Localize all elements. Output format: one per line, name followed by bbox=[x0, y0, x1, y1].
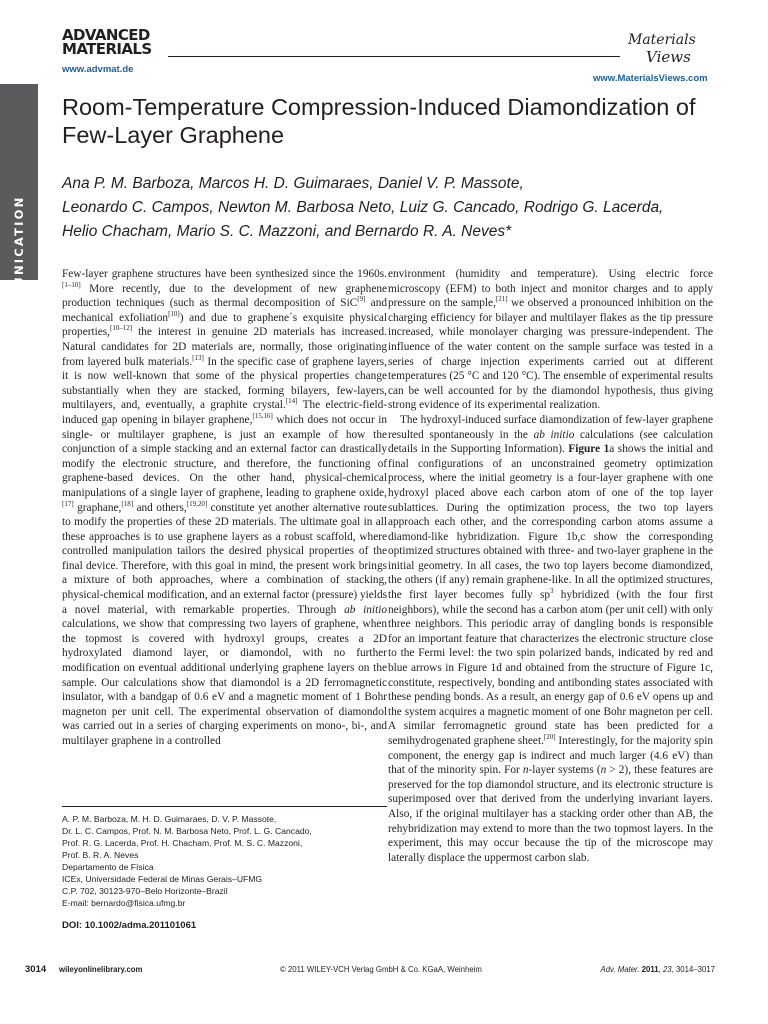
body-paragraph: environment (humidity and temperature). Using electric force microscopy (EFM) to both inject and monitor charges and to apply pressure on the sample,[21] we observed a pronounced inhibition on the charging efficiency for bilayer and multilayer flakes as the tip pressure increased, while monolayer charging was pressure-independent. The influence of the water content on the sample surface was tested in a series of charge injection experiments carried out at different temperatures (25 °C and 120 °C). The ensemble of experimental results can be well accounted for by the diamondol hypothesis, thus giving strong evidence of its experimental realization. bbox=[388, 268, 713, 412]
page-footer bbox=[25, 964, 715, 980]
footnote-rule bbox=[62, 806, 387, 807]
mv-logo-line1: Materials bbox=[628, 32, 696, 48]
journal-logo bbox=[62, 28, 182, 56]
author-list bbox=[62, 172, 722, 244]
logo-line-advanced: ADVANCED bbox=[62, 26, 150, 44]
logo-line-materials: MATERIALS bbox=[62, 40, 152, 58]
materialsviews-url[interactable]: www.MaterialsViews.com bbox=[593, 73, 708, 84]
body-column-left bbox=[62, 267, 387, 749]
affiliation-line: ICEx, Universidade Federal de Minas Gerais–UFMG bbox=[62, 874, 263, 884]
journal-url[interactable]: www.advmat.de bbox=[62, 64, 134, 75]
author-affiliations bbox=[62, 813, 387, 909]
article-title: Room-Temperature Compression-Induced Diamondization of Few-Layer Graphene bbox=[62, 94, 696, 148]
affiliation-line: A. P. M. Barboza, M. H. D. Guimaraes, D. V. P. Massote, bbox=[62, 814, 277, 824]
affiliation-line: Dr. L. C. Campos, Prof. N. M. Barbosa Neto, Prof. L. G. Cancado, bbox=[62, 826, 312, 836]
body-paragraph: Few-layer graphene structures have been synthesized since the 1960s.[1–10] More recently, due to the development of new graphene production techniques (such as thermal decomposition of SiC[9] and mechanical exfoliation[10]) and due to graphene´s exquisite physical properties,[10–12] the interest in genuine 2D materials has increased. Natural candidates for 2D materials are, normally, those originating from layered bulk materials.[13] In the specific case of graphene layers, it is now well-known that some of the physical properties change substantially when they are stacked, forming bilayers, few-layers, multilayers, and, eventually, a graphite crystal.[14] The electric-field-induced gap opening in bilayer graphene,[15,16] which does not occur in single- or multilayer graphene, is just an example of how the conjunction of a simple stacking and an external factor can drastically modify the electronic structure, and therefore, the functioning of graphene-based devices. On the other hand, physical-chemical manipulations of a single layer of graphene, leading to graphene oxide,[17] graphane,[18] and others,[19,20] constitute yet another alternative route to modify the properties of these 2D materials. The ultimate goal in all these approaches is to use graphene layers as a robust scaffold, where controlled manipulation tailors the desired physical properties of the final device. Therefore, with this goal in mind, the present work brings a mixture of both approaches, where a combination of stacking, physical-chemical modification, and an external factor (pressure) yields a novel material, with remarkable properties. Through ab initio calculations, we show that compressing two layers of graphene, when the topmost is covered with hydroxyl groups, creates a 2D hydroxylated diamond layer, or diamondol, with no further modification on eventual additional underlying graphene layers on the sample. Our calculations show that diamondol is a 2D ferromagnetic insulator, with a bandgap of 0.6 eV and a magnetic moment of 1 Bohr magneton per unit cell. The experimental observation of diamondol was carried out in a series of charging experiments on mono-, bi-, and multilayer graphene in a controlled bbox=[62, 268, 388, 747]
materials-views-logo bbox=[626, 28, 706, 68]
doi[interactable]: DOI: 10.1002/adma.201101061 bbox=[62, 920, 197, 931]
header-rule bbox=[168, 56, 620, 57]
copyright: © 2011 WILEY-VCH Verlag GmbH & Co. KGaA, Weinheim bbox=[280, 965, 482, 974]
body-column-right bbox=[388, 267, 713, 865]
mv-logo-line2: Views bbox=[646, 48, 691, 66]
wiley-url[interactable]: wileyonlinelibrary.com bbox=[59, 965, 143, 974]
page-number: 3014 bbox=[25, 964, 47, 975]
author-line: Helio Chacham, Mario S. C. Mazzoni, and Bernardo R. A. Neves* bbox=[62, 223, 512, 240]
journal-reference: Adv. Mater. 2011, 23, 3014–3017 bbox=[600, 965, 715, 974]
affiliation-line: C.P. 702, 30123-970–Belo Horizonte–Brazil bbox=[62, 886, 228, 896]
author-line: Leonardo C. Campos, Newton M. Barbosa Neto, Luiz G. Cancado, Rodrigo G. Lacerda, bbox=[62, 199, 664, 216]
author-line: Ana P. M. Barboza, Marcos H. D. Guimaraes, Daniel V. P. Massote, bbox=[62, 175, 524, 192]
affiliation-line: E-mail: bernardo@fisica.ufmg.br bbox=[62, 898, 186, 908]
affiliation-line: Departamento de Física bbox=[62, 862, 154, 872]
affiliation-line: Prof. B. R. A. Neves bbox=[62, 850, 139, 860]
body-paragraph: The hydroxyl-induced surface diamondization of few-layer graphene resulted spontaneously in the ab initio calculations (see calculation details in the Supporting Information). Figure 1a shows the initial and final configurations of an unconstrained geometry optimization process, where the initial geometry is a four-layer graphene with one hydroxyl placed above each carbon atom of one of the top layer sublattices. During the optimization process, the two top layers approach each other, and the corresponding carbon atoms assume a diamond-like hybridization. Figure 1b,c show the corresponding optimized structures obtained with three- and two-layer graphene in the initial geometry. In all cases, the two top layers become diamondized, the others (if any) remain graphene-like. In all the optimized structures, the first layer becomes fully $sp^3$ hybridized (with the four first neighbors), while the second has a carbon atom (per unit cell) with only three neighbors. This periodic array of dangling bonds is responsible for an important feature that characterizes the electronic structure close to the Fermi level: the two spin polarized bands, indicated by red and blue arrows in Figure 1d and obtained from the structure of Figure 1c, constitute, respectively, bonding and antibonding states associated with these pending bonds. As a result, an energy gap of 0.6 eV opens up and the system acquires a magnetic moment of one Bohr magneton per cell. A similar ferromagnetic ground state has been predicted for a semihydrogenated graphene sheet.[20] Interestingly, for the majority spin component, the energy gap is indirect and much larger (4.6 eV) than that of the minority spin. For n-layer systems (n > 2), these features are preserved for the top diamondol structure, and its electronic structure is superimposed over that derived from the underlying invariant layers. Also, if the original multilayer has a stacking order other than AB, the rehybridization may extend to more than the two topmost layers. In the experiment, this may occur because the tip of the microscope may laterally displace the uppermost carbon slab. bbox=[388, 413, 714, 864]
affiliation-line: Prof. R. G. Lacerda, Prof. H. Chacham, Prof. M. S. C. Mazzoni, bbox=[62, 838, 303, 848]
section-sidebar bbox=[0, 84, 38, 337]
section-label: COMMUNICATION bbox=[12, 195, 26, 337]
